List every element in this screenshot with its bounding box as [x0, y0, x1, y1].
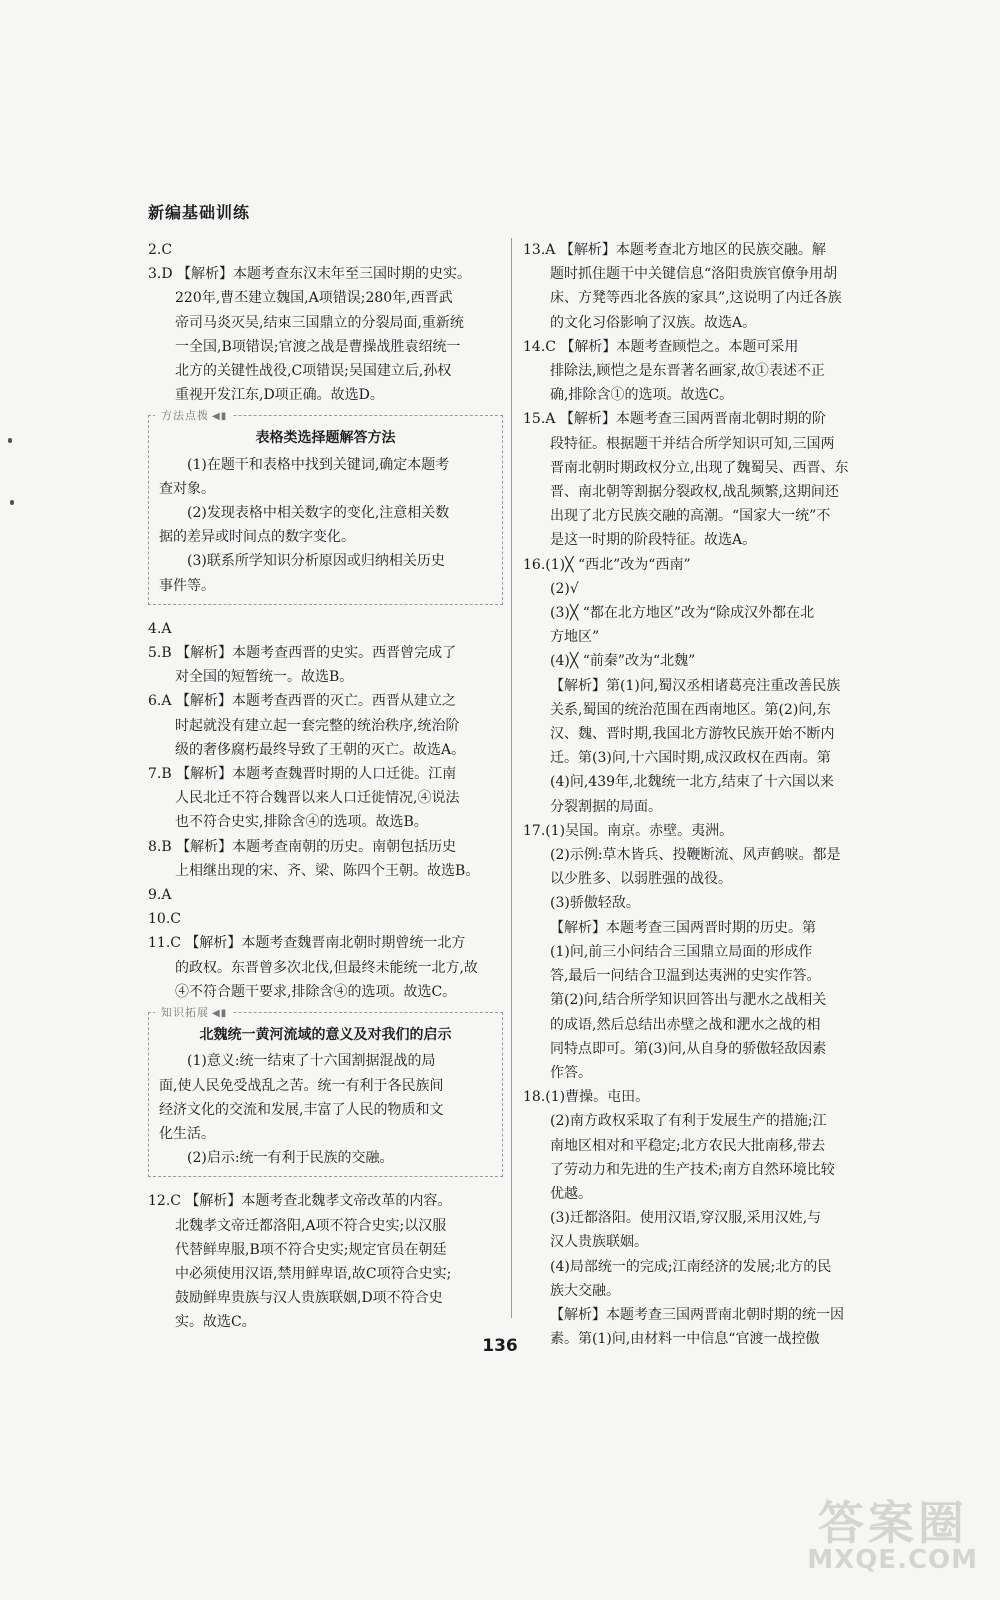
answer-line: (2)√	[550, 580, 579, 597]
answer-line: 一全国,B项错误;官渡之战是曹操战胜袁绍统一	[175, 338, 461, 355]
answer-q10: 10.C	[148, 911, 181, 928]
extension-line: 化生活。	[159, 1125, 215, 1142]
answer-q17	[523, 819, 878, 1085]
answer-line: 对全国的短暂统一。故选B。	[175, 669, 354, 686]
extension-line: (1)意义:统一结束了十六国割据混战的局	[187, 1053, 436, 1070]
answer-line: (3)迁都洛阳。使用汉语,穿汉服,采用汉姓,与	[550, 1210, 822, 1227]
answer-q8	[148, 835, 503, 883]
answer-line: 3.D 【解析】本题考查东汉末年至三国时期的史实。	[148, 266, 472, 283]
answer-line: 段特征。根据题干并结合所学知识可知,三国两	[550, 435, 835, 452]
answer-line: 时起就没有建立起一套完整的统治秩序,统治阶	[175, 717, 460, 734]
answer-line: 级的奢侈腐朽最终导致了王朝的灭亡。故选A。	[175, 741, 466, 758]
answer-line: (2)南方政权采取了有利于发展生产的措施;江	[550, 1113, 827, 1130]
column-divider	[511, 238, 512, 1318]
answer-line: 方地区”	[550, 629, 600, 646]
answer-line: 出现了北方民族交融的高潮。“国家大一统”不	[550, 508, 831, 525]
answer-q3	[148, 262, 503, 407]
answer-q12	[148, 1189, 503, 1334]
answer-line: 的文化习俗影响了汉族。故选A。	[550, 314, 757, 331]
answer-line: 6.A 【解析】本题考查西晋的灭亡。西晋从建立之	[148, 693, 456, 710]
answer-line: (3)╳ “都在北方地区”改为“除成汉外都在北	[550, 605, 815, 622]
answer-line: 13.A 【解析】本题考查北方地区的民族交融。解	[523, 242, 826, 258]
answer-line: 汉人贵族联姻。	[550, 1234, 648, 1251]
page-number: 136	[482, 1336, 518, 1356]
analysis-line: 素。第(1)问,由材料一中信息“官渡一战控傲	[550, 1331, 820, 1348]
tip-line: 查对象。	[159, 480, 215, 497]
analysis-line: 迁。第(3)问,十六国时期,成汉政权在西南。第	[550, 750, 831, 767]
answer-line: 12.C 【解析】本题考查北魏孝文帝改革的内容。	[148, 1193, 452, 1210]
answer-line: 7.B 【解析】本题考查魏晋时期的人口迁徙。江南	[148, 766, 457, 783]
answer-line: 优越。	[550, 1185, 592, 1202]
answer-line: 帝司马炎灭吴,结束三国鼎立的分裂局面,重新统	[175, 314, 464, 331]
answer-q18	[523, 1085, 878, 1351]
answer-line: 确,排除含①的选项。故选C。	[550, 387, 734, 404]
answer-line: (3)骄傲轻敌。	[550, 895, 640, 912]
answer-q2: 2.C	[148, 242, 173, 258]
answer-line: 族大交融。	[550, 1282, 620, 1299]
answer-line: 重视开发江东,D项正确。故选D。	[175, 387, 384, 404]
speaker-icon: ◀▮	[212, 411, 228, 423]
tip-line: (3)联系所学知识分析原因或归纳相关历史	[187, 553, 445, 570]
knowledge-extension-box	[148, 1006, 503, 1177]
answer-line: 15.A 【解析】本题考查三国两晋南北朝时期的阶	[523, 411, 826, 428]
extension-line: 面,使人民免受战乱之苦。统一有利于各民族间	[159, 1077, 444, 1094]
right-column	[523, 238, 878, 1351]
answer-line: 排除法,顾恺之是东晋著名画家,故①表述不正	[550, 363, 825, 380]
answer-line: 中必须使用汉语,禁用鲜卑语,故C项符合史实;	[175, 1265, 452, 1282]
analysis-line: 作答。	[550, 1064, 592, 1081]
tip-line: 事件等。	[159, 577, 215, 594]
watermark-en: MXQE.COM	[807, 1545, 978, 1575]
answer-line: 14.C 【解析】本题考查顾恺之。本题可采用	[523, 338, 799, 355]
answer-line: (4)╳ “前秦”改为“北魏”	[550, 653, 696, 670]
analysis-line: (4)问,439年,北魏统一北方,结束了十六国以来	[550, 774, 834, 791]
answer-line: 北魏孝文帝迁都洛阳,A项不符合史实;以汉服	[175, 1217, 447, 1234]
tip-line: 据的差异或时间点的数字变化。	[159, 529, 355, 546]
analysis-line: 【解析】本题考查三国两晋南北朝时期的统一因	[550, 1306, 844, 1323]
analysis-line: 第(2)问,结合所学知识回答出与淝水之战相关	[550, 992, 827, 1009]
answer-line: 11.C 【解析】本题考查魏晋南北朝时期曾统一北方	[148, 935, 466, 952]
answer-line: 床、方凳等西北各族的家具”,这说明了内迁各族	[550, 290, 842, 307]
answer-line: (4)局部统一的完成;江南经济的发展;北方的民	[550, 1258, 832, 1275]
answer-line: 上相继出现的宋、齐、梁、陈四个王朝。故选B。	[175, 862, 480, 879]
method-tip-title: 表格类选择题解答方法	[255, 430, 396, 447]
answer-line: 人民北迁不符合魏晋以来人口迁徙情况,④说法	[175, 790, 460, 807]
margin-mark	[8, 438, 12, 443]
left-column	[148, 238, 503, 1335]
watermark-cn: 答案圈	[818, 1496, 968, 1550]
analysis-line: 答,最后一问结合卫温到达夷洲的史实作答。	[550, 968, 821, 985]
answer-line: 18.(1)曹操。屯田。	[523, 1089, 650, 1106]
analysis-line: 关系,蜀国的统治范围在西南地区。第(2)问,东	[550, 701, 831, 718]
answer-line: 南地区相对和平稳定;北方农民大批南移,带去	[550, 1137, 826, 1154]
answer-q5	[148, 641, 503, 689]
analysis-line: 同特点即可。第(3)问,从自身的骄傲轻敌因素	[550, 1040, 827, 1057]
answer-line: (2)示例:草木皆兵、投鞭断流、风声鹤唳。都是	[550, 847, 841, 864]
answer-line: 5.B 【解析】本题考查西晋的史实。西晋曾完成了	[148, 645, 457, 662]
answer-line: 8.B 【解析】本题考查南朝的历史。南朝包括历史	[148, 838, 457, 855]
answer-line: 了劳动力和先进的生产技术;南方自然环境比较	[550, 1161, 835, 1178]
section-header: 新编基础训练	[148, 203, 251, 222]
answer-q6	[148, 689, 503, 762]
answer-q14	[523, 335, 878, 408]
analysis-line: 分裂割据的局面。	[550, 798, 662, 815]
tip-line: (1)在题干和表格中找到关键词,确定本题考	[187, 456, 450, 473]
answer-line: 也不符合史实,排除含④的选项。故选B。	[175, 814, 428, 831]
answer-q9: 9.A	[148, 887, 172, 904]
knowledge-extension-label: 知识拓展 ◀▮	[155, 1001, 233, 1026]
method-tip-box	[148, 409, 503, 604]
answer-line: 是这一时期的阶段特征。故选A。	[550, 532, 757, 549]
analysis-line: 【解析】本题考查三国两晋时期的历史。第	[550, 919, 816, 936]
speaker-icon: ◀▮	[212, 1008, 228, 1020]
answer-line: 实。故选C。	[175, 1314, 256, 1331]
answer-line: 220年,曹丕建立魏国,A项错误;280年,西晋武	[175, 290, 453, 307]
answer-q11	[148, 931, 503, 1004]
answer-line: 题时抓住题干中关键信息“洛阳贵族官僚争用胡	[550, 266, 838, 283]
analysis-line: 汉、魏、晋时期,我国北方游牧民族开始不断内	[550, 726, 835, 743]
answer-line: 代替鲜卑服,B项不符合史实;规定官员在朝廷	[175, 1241, 447, 1258]
answer-line: 的政权。东晋曾多次北伐,但最终未能统一北方,故	[175, 959, 478, 976]
method-tip-label: 方法点拨 ◀▮	[155, 404, 233, 429]
answer-line: 北方的关键性战役,C项错误;吴国建立后,孙权	[175, 363, 452, 380]
answer-line: 以少胜多、以弱胜强的战役。	[550, 871, 732, 888]
answer-line: 17.(1)吴国。南京。赤壁。夷洲。	[523, 822, 734, 839]
extension-line: 经济文化的交流和发展,丰富了人民的物质和文	[159, 1101, 444, 1118]
answer-line: ④不符合题干要求,排除含④的选项。故选C。	[175, 983, 457, 1000]
analysis-line: 的成语,然后总结出赤壁之战和淝水之战的相	[550, 1016, 821, 1033]
analysis-line: (1)问,前三小问结合三国鼎立局面的形成作	[550, 943, 813, 960]
site-watermark	[758, 1487, 988, 1592]
knowledge-extension-title: 北魏统一黄河流域的意义及对我们的启示	[199, 1027, 452, 1044]
answer-line: 16.(1)╳ “西北”改为“西南”	[523, 556, 691, 573]
answer-q13	[523, 238, 878, 335]
answer-line: 晋南北朝时期政权分立,出现了魏蜀吴、西晋、东	[550, 459, 849, 476]
answer-line: 鼓励鲜卑贵族与汉人贵族联姻,D项不符合史	[175, 1290, 443, 1307]
answer-q16	[523, 553, 878, 819]
extension-line: (2)启示:统一有利于民族的交融。	[187, 1150, 394, 1167]
answer-q4: 4.A	[148, 620, 172, 637]
tip-line: (2)发现表格中相关数字的变化,注意相关数	[187, 505, 450, 522]
margin-mark	[10, 500, 14, 505]
answer-line: 晋、南北朝等割据分裂政权,战乱频繁,这期间还	[550, 484, 839, 501]
analysis-line: 【解析】第(1)问,蜀汉丞相诸葛亮注重改善民族	[550, 677, 841, 694]
answer-q15	[523, 407, 878, 552]
answer-q7	[148, 762, 503, 835]
